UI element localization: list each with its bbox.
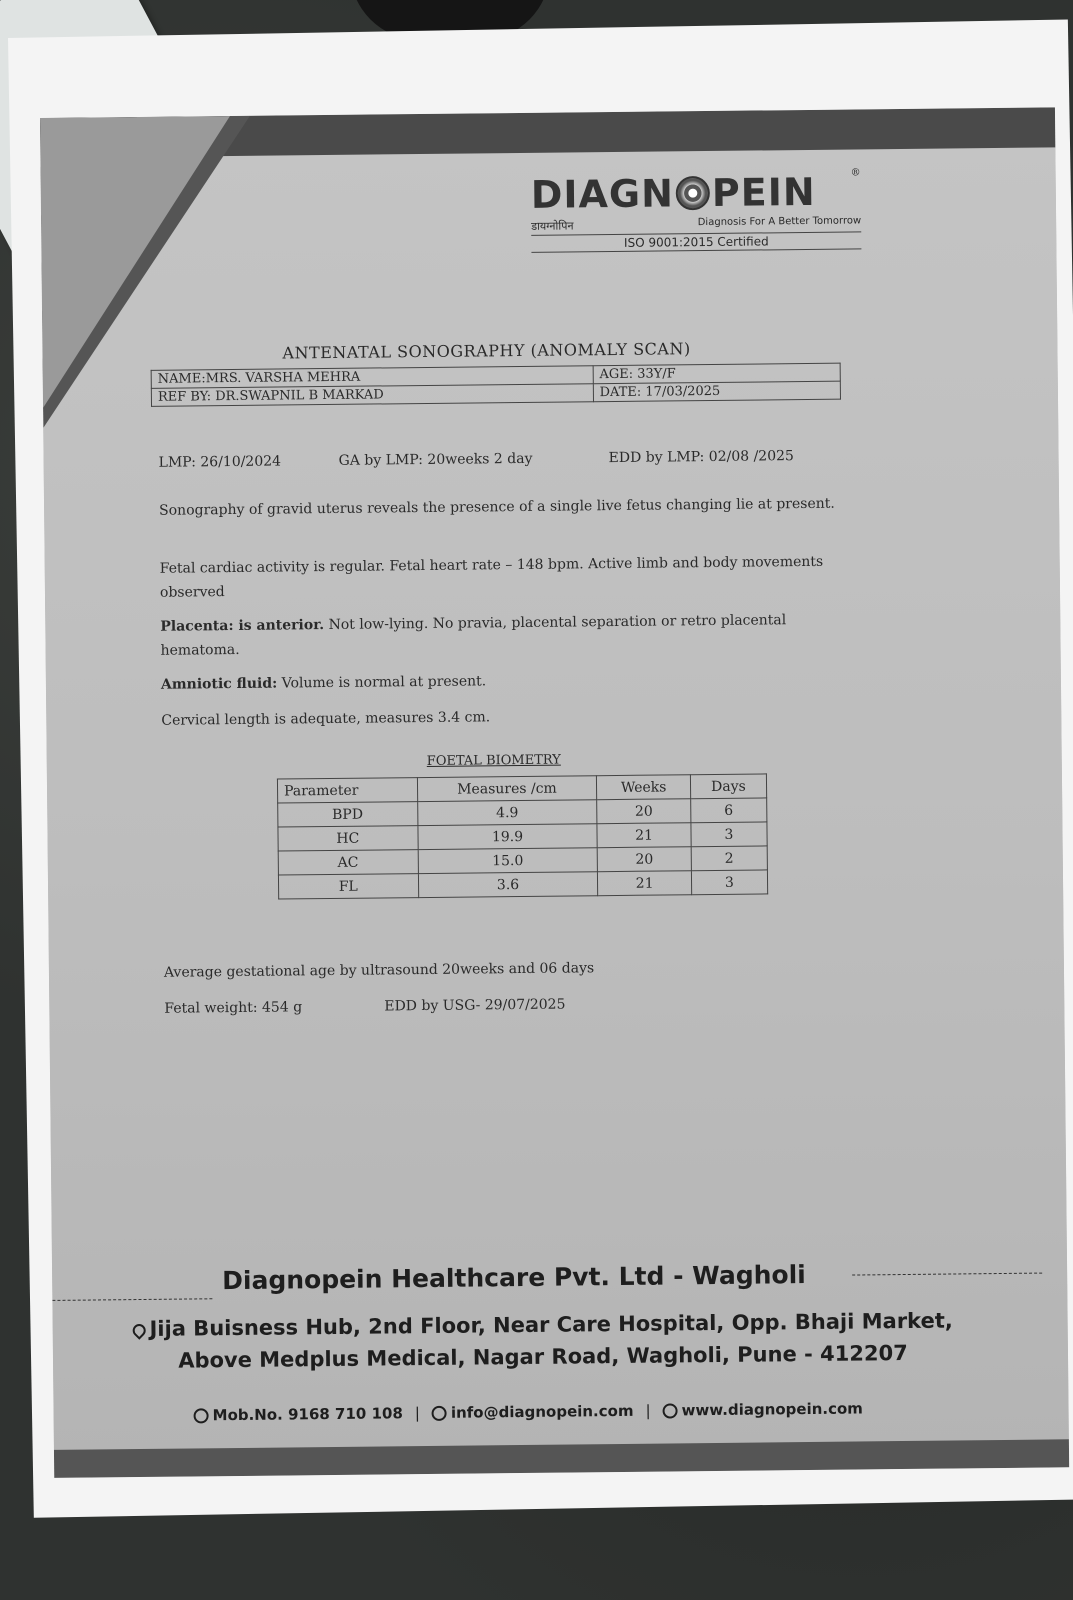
footer-divider [852, 1273, 1042, 1276]
phone-icon [194, 1408, 209, 1423]
average-gestational-age: Average gestational age by ultrasound 20weeks and 06 days [163, 960, 595, 981]
registered-mark: ® [850, 167, 861, 179]
email-icon [432, 1406, 447, 1421]
edd-by-usg: EDD by USG- 29/07/2025 [384, 996, 566, 1015]
biometry-table [277, 773, 768, 899]
report-page [40, 107, 1069, 1478]
fetal-weight: Fetal weight: 454 g [164, 999, 303, 1017]
patient-name: NAME:MRS. VARSHA MEHRA [151, 366, 593, 389]
biometry-header: Parameter [277, 778, 417, 803]
footer-mobile: Mob.No. 9168 710 108 [212, 1404, 403, 1425]
lmp-row [158, 448, 849, 471]
referring-doctor: REF BY: DR.SWAPNIL B MARKAD [151, 384, 593, 407]
table-row: AC 15.0 20 2 [278, 846, 767, 875]
finding-cardiac: Fetal cardiac activity is regular. Fetal heart rate – 148 bpm. Active limb and body movements observed [159, 553, 824, 601]
biometry-title: FOETAL BIOMETRY [426, 752, 561, 769]
biometry-header: Days [690, 774, 766, 799]
report-date: DATE: 17/03/2025 [593, 381, 840, 402]
patient-info-table [151, 363, 841, 407]
report-title: ANTENATAL SONOGRAPHY (ANOMALY SCAN) [282, 339, 691, 363]
finding-cervical-length: Cervical length is adequate, measures 3.4 cm. [161, 709, 491, 729]
diagnopein-logo: DIAGN PEIN ® डायग्नोपिन Diagnosis For A Better Tomorrow ISO 9001:2015 Certified [531, 169, 861, 216]
footer-website: www.diagnopein.com [681, 1399, 863, 1420]
finding-placenta: Placenta: is anterior. Not low-lying. No pravia, placental separation or retro placental hematoma. [160, 612, 787, 659]
report-content [40, 107, 1069, 1478]
logo-tagline: Diagnosis For A Better Tomorrow [697, 215, 862, 229]
ga-by-lmp: GA by LMP: 20weeks 2 day [338, 450, 533, 469]
lmp: LMP: 26/10/2024 [158, 453, 282, 471]
biometry-header: Measures /cm [417, 776, 597, 802]
finding-amniotic-fluid: Amniotic fluid: Volume is normal at present. [160, 673, 487, 693]
footer-email: info@diagnopein.com [450, 1401, 634, 1422]
table-row: FL 3.6 21 3 [278, 870, 767, 899]
iso-certification: ISO 9001:2015 Certified [531, 231, 861, 252]
footer-contact-row: Mob.No. 9168 710 108 | info@diagnopein.com | www.diagnopein.com [194, 1399, 863, 1424]
table-row: BPD 4.9 20 6 [278, 798, 767, 827]
finding-fetus: Sonography of gravid uterus reveals the presence of a single live fetus changing lie at present. [159, 495, 835, 519]
footer-address-line-2: Above Medplus Medical, Nagar Road, Wagholi, Pune - 412207 [178, 1340, 908, 1373]
footer-company-name: Diagnopein Healthcare Pvt. Ltd - Wagholi [222, 1260, 806, 1296]
biometry-header: Weeks [597, 775, 691, 800]
logo-emblem-icon [676, 176, 710, 210]
patient-age: AGE: 33Y/F [593, 363, 840, 384]
location-pin-icon [130, 1321, 148, 1339]
logo-hindi-text: डायग्नोपिन [531, 219, 574, 233]
footer-divider [52, 1298, 212, 1301]
table-row: HC 19.9 21 3 [278, 822, 767, 851]
footer-address-line-1: Jija Buisness Hub, 2nd Floor, Near Care Hospital, Opp. Bhaji Market, [113, 1308, 973, 1341]
globe-icon [663, 1403, 678, 1418]
edd-by-lmp: EDD by LMP: 02/08 /2025 [608, 448, 794, 467]
